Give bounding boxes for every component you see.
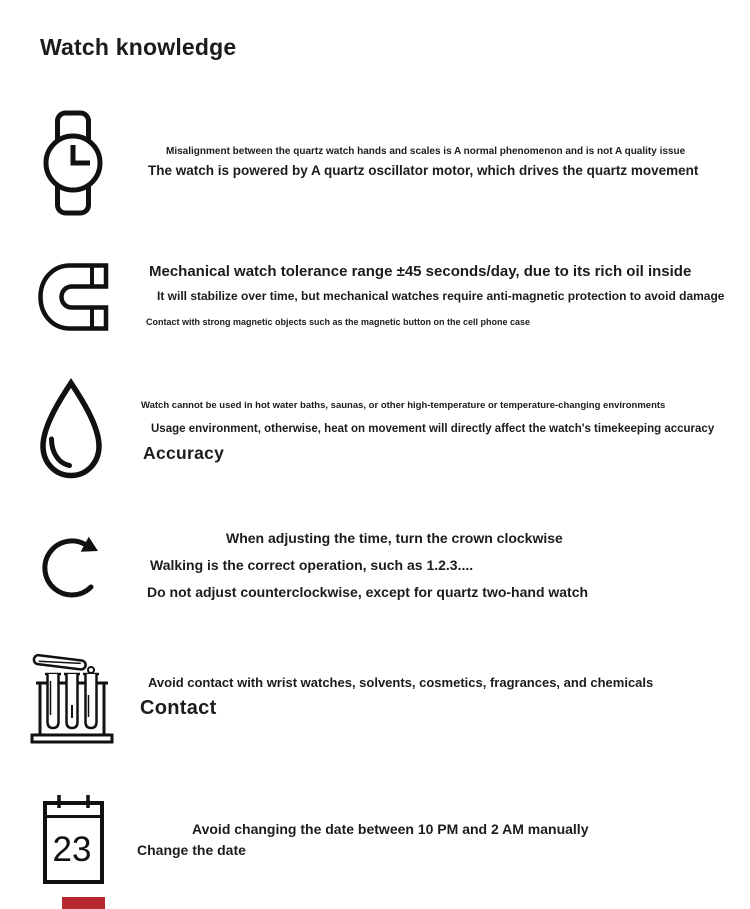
temperature-note-small: Watch cannot be used in hot water baths, saunas, or other high-temperature or temperature-changing environments [141,400,666,411]
temperature-note-mid: Usage environment, otherwise, heat on movement will directly affect the watch's timekeeping accuracy [151,423,715,435]
water-drop-icon [36,377,106,481]
date-note-2: Change the date [137,842,246,858]
magnet-note-mid: It will stabilize over time, but mechanical watches require anti-magnetic protection to avoid damage [157,289,725,303]
chemicals-note: Avoid contact with wrist watches, solvents, cosmetics, fragrances, and chemicals [148,675,654,690]
red-accent-bar [62,897,105,909]
test-tubes-icon [27,643,117,746]
accuracy-heading: Accuracy [143,443,225,463]
calendar-day-number: 23 [52,830,92,869]
magnet-note-main: Mechanical watch tolerance range ±45 seconds/day, due to its rich oil inside [149,263,692,280]
contact-heading: Contact [140,697,217,719]
wristwatch-icon [40,110,106,216]
calendar-icon [42,793,105,886]
clockwise-arrow-icon [40,516,108,608]
magnet-icon [37,262,109,332]
date-note-1: Avoid changing the date between 10 PM and 2 AM manually [192,821,589,837]
magnet-note-small: Contact with strong magnetic objects such as the magnetic button on the cell phone case [146,317,531,327]
quartz-note-main: The watch is powered by A quartz oscillator motor, which drives the quartz movement [148,163,699,178]
crown-note-2: Walking is the correct operation, such as 1.2.3.... [150,557,474,573]
page-title: Watch knowledge [40,34,237,60]
quartz-note-small: Misalignment between the quartz watch hands and scales is A normal phenomenon and is not A quality issue [166,146,686,157]
crown-note-3: Do not adjust counterclockwise, except for quartz two-hand watch [147,584,589,600]
crown-note-1: When adjusting the time, turn the crown clockwise [226,530,563,546]
